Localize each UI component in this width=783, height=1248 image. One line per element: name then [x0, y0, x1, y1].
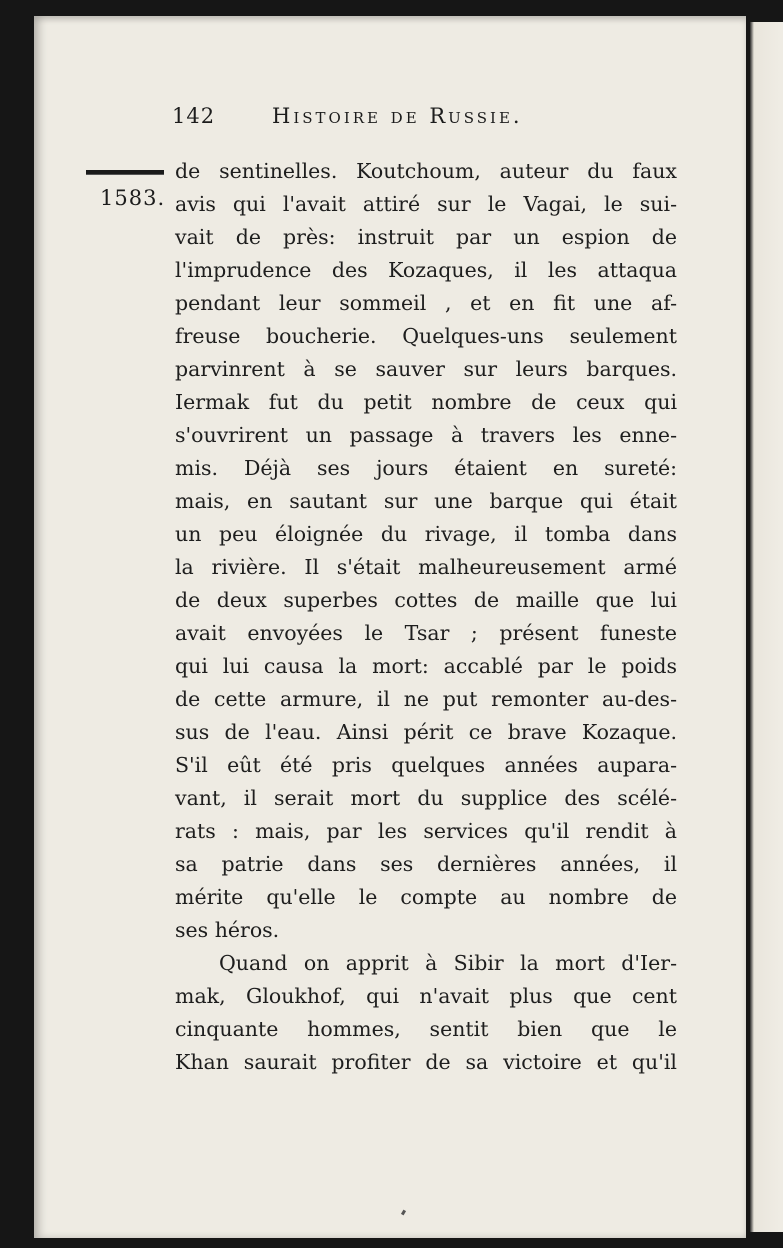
text-line: mak, Gloukhof, qui n'avait plus que cent — [175, 984, 677, 1008]
text-line: Iermak fut du petit nombre de ceux qui — [175, 390, 677, 414]
text-line: mérite qu'elle le compte au nombre de — [175, 885, 677, 909]
text-line: mis. Déjà ses jours étaient en sureté: — [175, 456, 677, 480]
text-line: de deux superbes cottes de maille que lui — [175, 588, 677, 612]
text-line: sus de l'eau. Ainsi périt ce brave Kozaque. — [175, 720, 677, 744]
text-line: pendant leur sommeil , et en fit une af- — [175, 291, 677, 315]
text-line: rats : mais, par les services qu'il rendit à — [175, 819, 677, 843]
margin-rule — [86, 170, 164, 175]
text-line: S'il eût été pris quelques années aupara- — [175, 753, 677, 777]
text-line: s'ouvrirent un passage à travers les enne- — [175, 423, 677, 447]
body-text — [175, 155, 677, 1079]
text-line: parvinrent à se sauver sur leurs barques. — [175, 357, 677, 381]
text-line: un peu éloignée du rivage, il tomba dans — [175, 522, 677, 546]
text-line: avait envoyées le Tsar ; présent funeste — [175, 621, 677, 645]
text-line: de sentinelles. Koutchoum, auteur du faux — [175, 159, 677, 183]
text-line: l'imprudence des Kozaques, il les attaqua — [175, 258, 677, 282]
text-line: avis qui l'avait attiré sur le Vagai, le sui- — [175, 192, 677, 216]
text-line: qui lui causa la mort: accablé par le poids — [175, 654, 677, 678]
running-head — [172, 104, 562, 128]
margin-year: 1583. — [100, 186, 166, 210]
text-line: sa patrie dans ses dernières années, il — [175, 852, 677, 876]
text-line: cinquante hommes, sentit bien que le — [175, 1017, 677, 1041]
next-page-edge — [750, 22, 783, 1232]
text-line: Khan saurait profiter de sa victoire et qu'il — [175, 1050, 677, 1074]
text-line: la rivière. Il s'était malheureusement armé — [175, 555, 677, 579]
text-line: ses héros. — [175, 918, 280, 942]
text-line: Quand on apprit à Sibir la mort d'Ier- — [219, 951, 677, 975]
text-line: vant, il serait mort du supplice des scélé- — [175, 786, 677, 810]
running-title: Histoire de Russie. — [272, 104, 523, 128]
text-line: mais, en sautant sur une barque qui était — [175, 489, 677, 513]
page-number: 142 — [172, 104, 216, 128]
text-line: freuse boucherie. Quelques-uns seulement — [175, 324, 677, 348]
text-line: vait de près: instruit par un espion de — [175, 225, 677, 249]
text-line: de cette armure, il ne put remonter au-des- — [175, 687, 677, 711]
